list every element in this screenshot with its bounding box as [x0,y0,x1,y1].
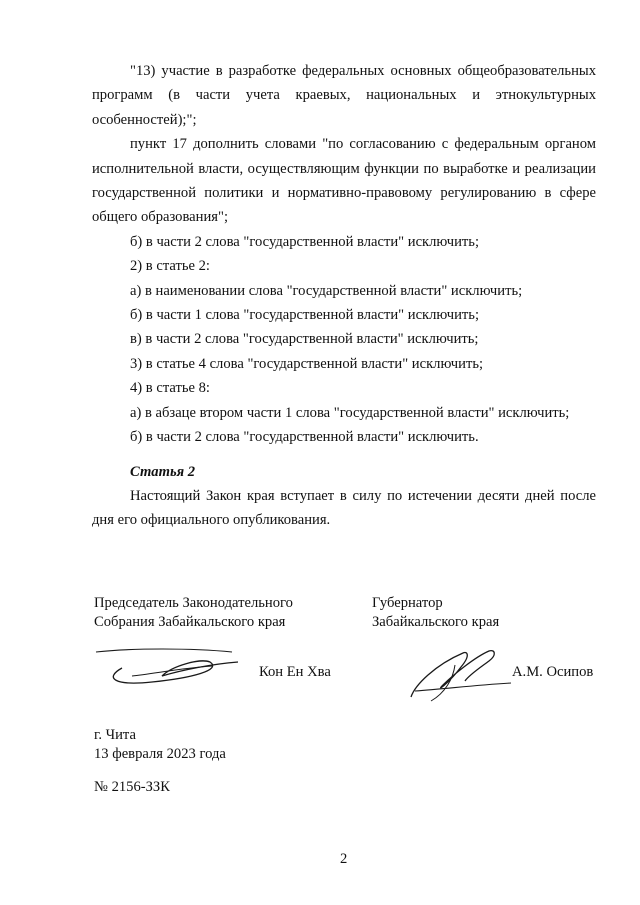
list-item: б) в части 2 слова "государственной власти" исключить. [130,429,479,446]
list-item: а) в наименовании слова "государственной власти" исключить; [130,282,523,299]
chairman-title [94,594,293,632]
chairman-title-line2: Собрания Забайкальского края [94,614,286,630]
governor-title-line1: Губернатор [372,595,443,611]
paragraph-item-17: пункт 17 дополнить словами "по согласованию с федеральным органом исполнительной власти, осуществляющим функции по выработке и реализации государственной политики и нормативно-правовому регулированию в сфере общего образования"; [92,136,596,226]
list-item: б) в части 1 слова "государственной власти" исключить; [130,307,480,324]
article-text: Настоящий Закон края вступает в силу по истечении десяти дней после дня его официального опубликования. [92,487,596,529]
list-item: 4) в статье 8: [130,380,210,397]
place-date [94,726,226,764]
list-item: 2) в статье 2: [130,258,210,275]
document-number: № 2156-ЗЗК [94,779,170,795]
governor-signature [405,645,515,705]
list-item: б) в части 2 слова "государственной власти" исключить; [130,233,480,250]
place: г. Чита [94,727,136,743]
governor-title-line2: Забайкальского края [372,614,500,630]
list-item: а) в абзаце втором части 1 слова "государственной власти" исключить; [130,404,570,421]
paragraph-item-13: "13) участие в разработке федеральных основных общеобразовательных программ (в части учета краевых, национальных и этнокультурных особенностей);"; [92,63,596,128]
governor-name: А.М. Осипов [512,664,594,680]
article-heading: Статья 2 [130,463,196,480]
chairman-name: Кон Ен Хва [259,664,331,680]
page-number: 2 [340,851,348,867]
list-item: в) в части 2 слова "государственной власти" исключить; [130,331,479,348]
list-item: 3) в статье 4 слова "государственной власти" исключить; [130,355,484,372]
chairman-title-line1: Председатель Законодательного [94,595,293,611]
governor-title [372,594,499,632]
chairman-signature [92,640,242,690]
body-text [92,59,596,533]
date: 13 февраля 2023 года [94,746,226,762]
